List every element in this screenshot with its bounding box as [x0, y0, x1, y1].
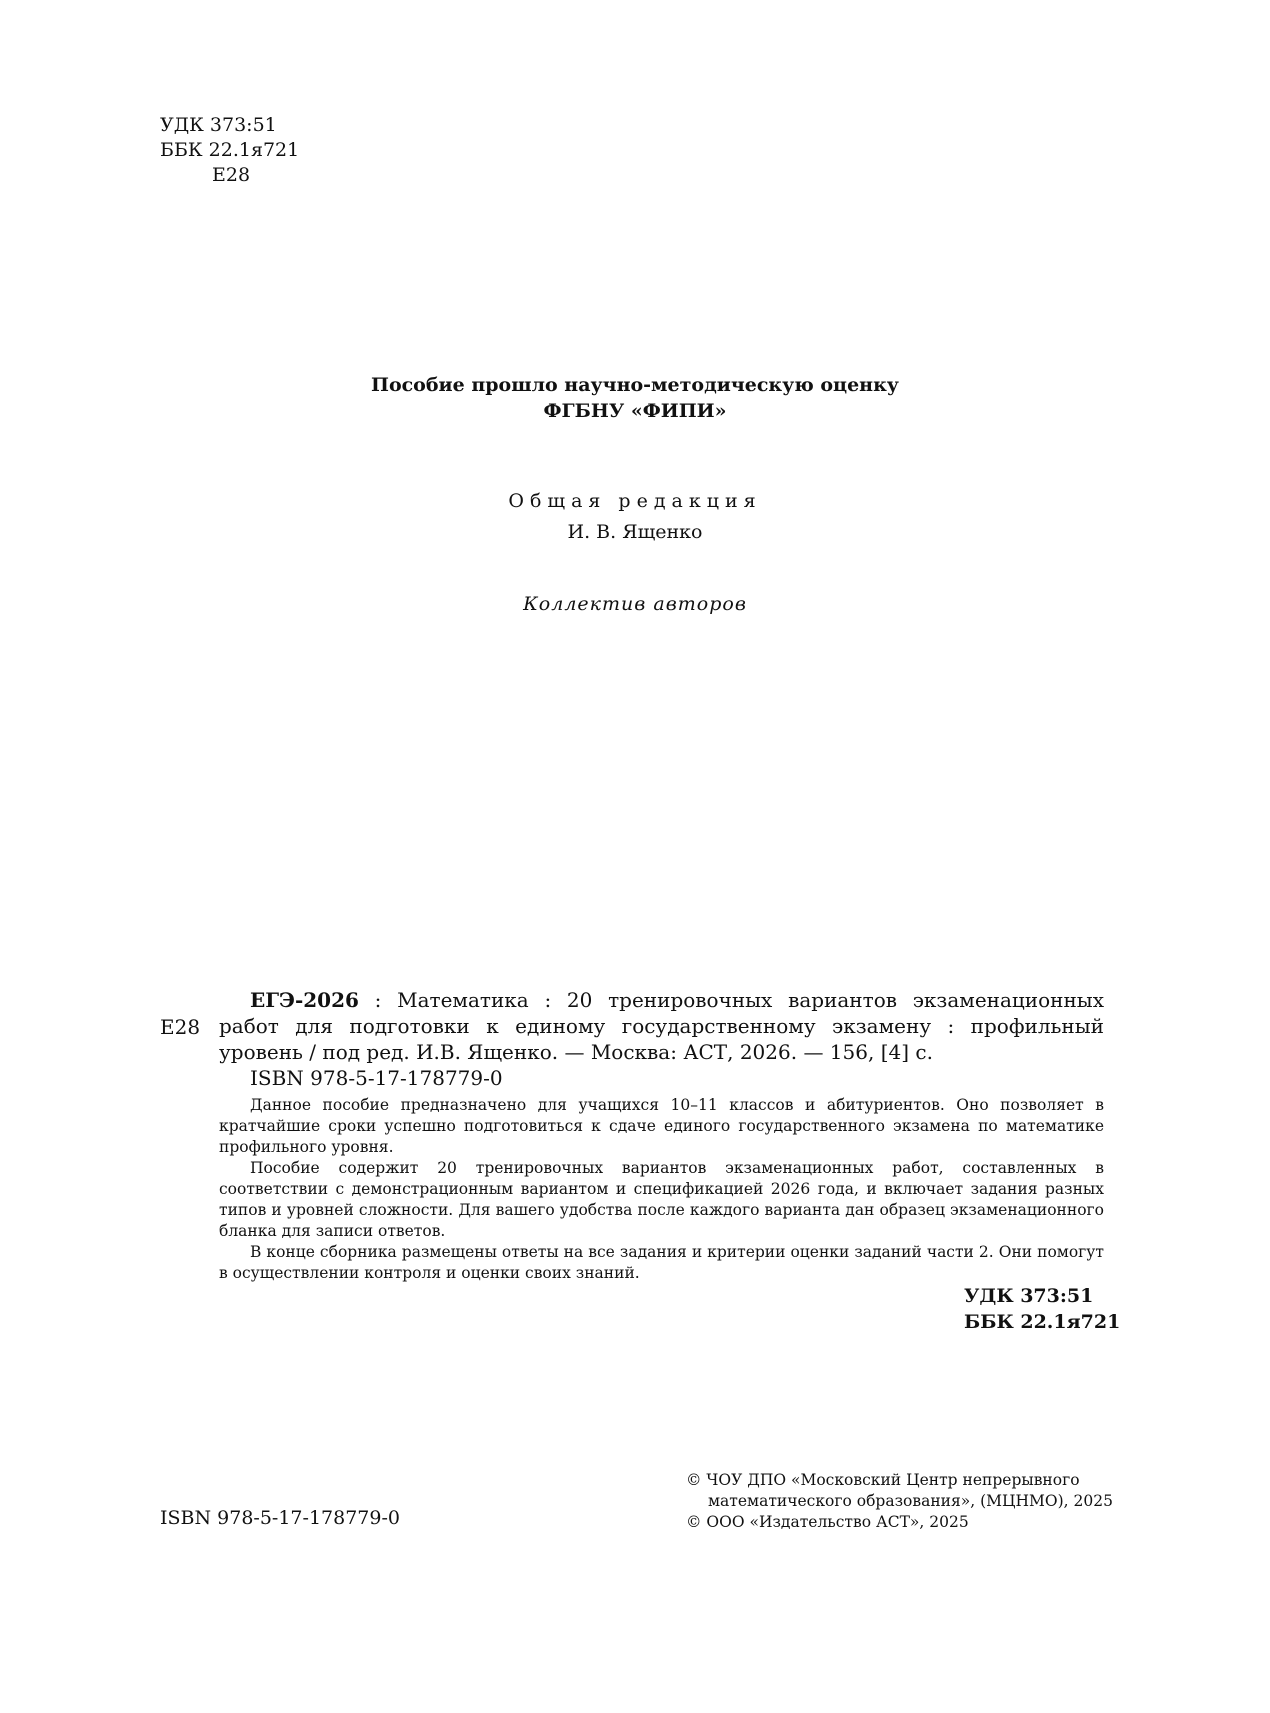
assessment-line-1: Пособие прошло научно-методическую оценку: [371, 374, 899, 396]
copyright-mcnmo-line-2: математического образования», (МЦНМО), 2025: [708, 1492, 1113, 1510]
annotation: [219, 1095, 1104, 1284]
editorial-label: Общая редакция: [508, 490, 762, 512]
index-codes: [160, 113, 299, 188]
bibliography-mark: Е28: [160, 1015, 201, 1039]
classification-codes: [964, 1283, 1120, 1335]
classification-udk: УДК 373:51: [964, 1285, 1094, 1307]
editor-name: И. В. Ященко: [567, 521, 703, 543]
authors-collective: Коллектив авторов: [523, 593, 747, 615]
annotation-paragraph-3: В конце сборника размещены ответы на все задания и критерии оценки заданий части 2. Они помогут в осуществлении контроля и оценки своих знаний.: [219, 1243, 1104, 1282]
copyright-mcnmo-line-1: © ЧОУ ДПО «Московский Центр непрерывного: [686, 1471, 1080, 1489]
assessment-note: [0, 372, 1270, 424]
author-mark: Е28: [212, 164, 251, 186]
book-title: ЕГЭ-2026: [250, 988, 359, 1012]
annotation-paragraph-1: Данное пособие предназначено для учащихся 10–11 классов и абитуриентов. Оно позволяет в кратчайшие сроки успешно подготовиться к сдаче единого государственного экзамена по математике профильного уровня.: [219, 1096, 1104, 1156]
book-description: : Математика : 20 тренировочных вариантов экзаменационных работ для подготовки к единому государственному экзамену : профильный уровень / под ред. И.В. Ященко. — Москва: АСТ, 2026. — 156, [4] с.: [219, 988, 1104, 1064]
copyright-block: [686, 1470, 1113, 1533]
annotation-paragraph-2: Пособие содержит 20 тренировочных вариантов экзаменационных работ, составленных в соответствии с демонстрационным вариантом и спецификацией 2026 года, и включает задания разных типов и уровней сложности. Для вашего удобства после каждого варианта дан образец экзаменационного бланка для записи ответов.: [219, 1159, 1104, 1240]
assessment-line-2: ФГБНУ «ФИПИ»: [543, 400, 727, 422]
bibliographic-record: [219, 987, 1104, 1091]
copyright-ast: © ООО «Издательство АСТ», 2025: [686, 1513, 969, 1531]
footer-isbn: ISBN 978-5-17-178779-0: [160, 1507, 400, 1529]
udk-code: УДК 373:51: [160, 114, 277, 136]
classification-bbk: ББК 22.1я721: [964, 1311, 1121, 1333]
bibliography-isbn: ISBN 978-5-17-178779-0: [250, 1066, 503, 1090]
bbk-code: ББК 22.1я721: [160, 139, 300, 161]
bibliographic-description: [219, 987, 1104, 1065]
